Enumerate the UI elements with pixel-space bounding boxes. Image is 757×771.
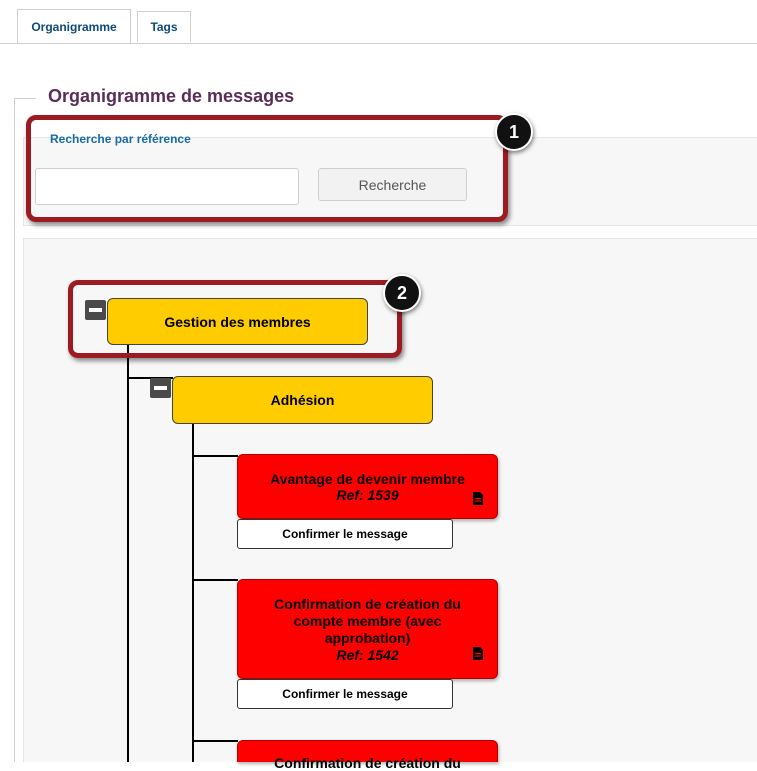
callout-box-root <box>68 280 402 358</box>
collapse-toggle-icon[interactable] <box>150 378 171 398</box>
callout-box-search <box>26 115 508 222</box>
callout-badge-1: 1 <box>495 113 533 151</box>
message-node[interactable] <box>237 740 498 771</box>
tree-connector <box>192 579 238 581</box>
tree-node-category[interactable] <box>172 376 433 424</box>
message-node[interactable] <box>237 579 498 679</box>
search-legend: Recherche par référence <box>50 132 191 146</box>
message-title: Confirmation de création du compte membre (avec approbation) <box>274 595 461 646</box>
message-ref: Ref: 1542 <box>336 646 399 663</box>
message-title: Confirmation de création du <box>274 755 461 771</box>
confirm-message-button[interactable]: Confirmer le message <box>237 519 453 549</box>
document-icon[interactable] <box>473 647 483 660</box>
message-node[interactable] <box>237 454 498 519</box>
fieldset-border <box>14 98 15 762</box>
node-label: Adhésion <box>270 392 335 408</box>
tree-connector <box>192 423 194 762</box>
message-ref: Ref: 1539 <box>336 486 399 503</box>
message-title: Avantage de devenir membre <box>270 470 465 487</box>
tree-connector <box>192 455 238 457</box>
document-icon[interactable] <box>473 492 483 505</box>
tab-organigramme[interactable]: Organigramme <box>17 9 131 43</box>
confirm-message-button[interactable]: Confirmer le message <box>237 679 453 709</box>
tree-connector <box>192 740 238 742</box>
node-label: Gestion des membres <box>164 313 311 330</box>
page-title: Organigramme de messages <box>48 86 295 106</box>
tree-connector <box>127 345 129 762</box>
tab-bar <box>0 0 757 44</box>
fieldset-border-top <box>14 98 36 99</box>
search-button[interactable]: Recherche <box>318 168 467 201</box>
tab-tags[interactable]: Tags <box>137 11 191 42</box>
callout-badge-2: 2 <box>383 274 421 312</box>
